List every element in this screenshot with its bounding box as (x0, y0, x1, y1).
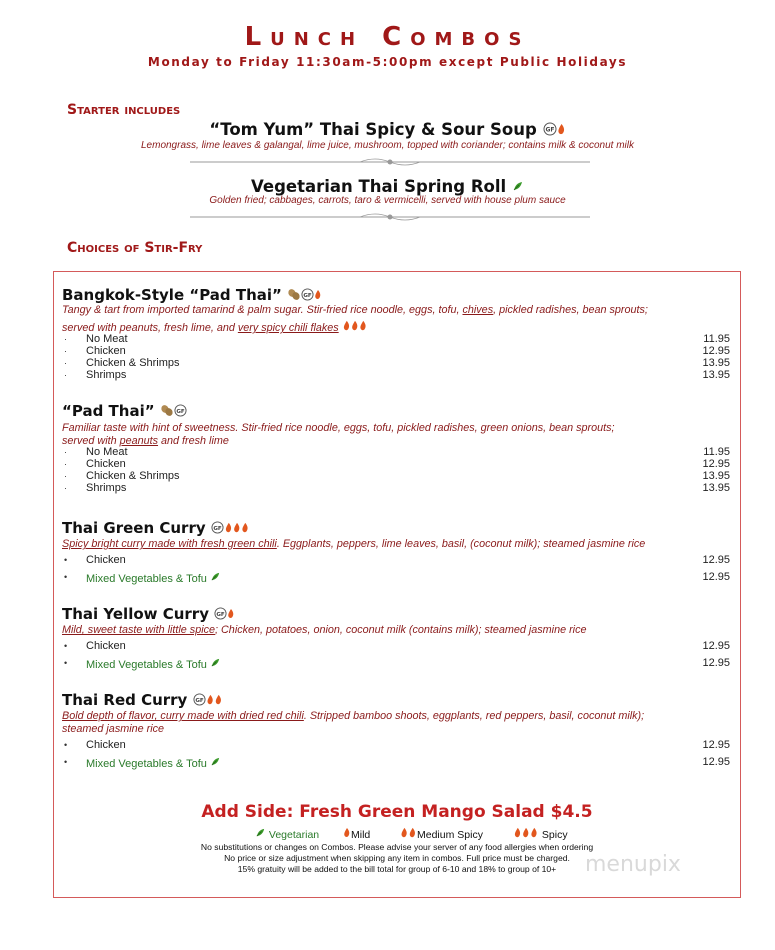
dish-desc: served with peanuts and fresh lime (62, 435, 229, 447)
chili-icon (557, 120, 566, 139)
dish-desc: Familiar taste with hint of sweetness. Stir-fried rice noodle, eggs, tofu, pickled radishes, green onions, bean sprouts; (62, 422, 615, 434)
starter-heading: Starter includes (67, 102, 181, 118)
option-price: 12.95 (702, 554, 730, 566)
option-price: 13.95 (702, 470, 730, 482)
dish-desc: Spicy bright curry made with fresh green chili. Eggplants, peppers, lime leaves, basil, (coconut milk); steamed jasmine rice (62, 538, 646, 550)
option-label: Chicken (86, 640, 126, 652)
chili-icon (227, 605, 235, 623)
option-price: 11.95 (703, 333, 730, 345)
dish-desc: steamed jasmine rice (62, 723, 165, 735)
chili-icon (342, 322, 368, 334)
option-price: 12.95 (702, 657, 730, 669)
stirfry-heading: Choices of Stir-Fry (67, 240, 203, 256)
gf-label: GF (216, 611, 225, 618)
chili-icon (206, 691, 223, 709)
note-line: No price or size adjustment when skipping any item in combos. Full price must be charged. (224, 853, 570, 863)
dish-pad-thai (62, 402, 187, 420)
vegetarian-icon (210, 573, 221, 585)
dish-desc: Tangy & tart from imported tamarind & palm sugar. Stir-fried rice noodle, eggs, tofu, chives, pickled radishes, bean sprouts; (62, 304, 648, 316)
dish-red-curry (62, 691, 223, 709)
page-title: Lunch Combos (244, 22, 531, 52)
chili-icon (343, 829, 351, 841)
option-price: 12.95 (702, 345, 730, 357)
option-price: 12.95 (702, 640, 730, 652)
peanut-icon (160, 402, 174, 420)
option-label: Chicken (86, 554, 126, 566)
option-label: Mixed Vegetables & Tofu (86, 571, 221, 585)
gf-label: GF (176, 408, 185, 415)
dish-desc: Bold depth of flavor, curry made with dried red chili. Stripped bamboo shoots, eggplants, red peppers, basil, coconut milk); (62, 710, 645, 722)
option-price: 12.95 (702, 756, 730, 768)
option-label: No Meat (86, 333, 128, 345)
option-label: No Meat (86, 446, 128, 458)
dish-bangkok-pad-thai (62, 286, 322, 304)
chili-icon (224, 519, 250, 537)
dish-yellow-curry (62, 605, 235, 623)
dish-desc: served with peanuts, fresh lime, and very spicy chili flakes (62, 320, 732, 335)
legend-mild: Mild (343, 827, 370, 841)
chili-icon (314, 286, 322, 304)
option-label: Chicken & Shrimps (86, 470, 180, 482)
dish-name: Thai Yellow Curry (62, 605, 209, 623)
option-price: 11.95 (703, 446, 730, 458)
chili-icon (513, 829, 539, 841)
gluten-free-icon (211, 519, 224, 537)
dish-desc: Mild, sweet taste with little spice; Chicken, potatoes, onion, coconut milk (contains milk); steamed jasmine rice (62, 624, 587, 636)
option-price: 13.95 (702, 369, 730, 381)
option-label: Shrimps (86, 369, 127, 381)
starter-item-spring-roll (0, 177, 775, 196)
ornamental-divider (190, 156, 590, 168)
legend (0, 827, 775, 841)
option-price: 12.95 (702, 739, 730, 751)
dish-name: Bangkok-Style “Pad Thai” (62, 286, 282, 304)
watermark: menupix (585, 852, 681, 877)
option-label: Mixed Vegetables & Tofu (86, 657, 221, 671)
gf-label: GF (545, 126, 555, 134)
option-price: 13.95 (702, 357, 730, 369)
gf-label: GF (194, 697, 204, 704)
option-label: Shrimps (86, 482, 127, 494)
chili-icon (400, 829, 417, 841)
note-line: 15% gratuity will be added to the bill total for group of 6-10 and 18% to group of 10+ (237, 864, 557, 874)
gf-label: GF (213, 525, 222, 532)
starter-desc: Golden fried; cabbages, carrots, taro & vermicelli, served with house plum sauce (209, 195, 566, 206)
dish-green-curry (62, 519, 250, 537)
vegetarian-icon (255, 829, 266, 841)
option-label: Chicken (86, 739, 126, 751)
option-price: 12.95 (702, 571, 730, 583)
option-label: Chicken (86, 345, 126, 357)
gluten-free-icon (301, 286, 314, 304)
starter-item-soup (0, 120, 775, 139)
starter-desc: Lemongrass, lime leaves & galangal, lime juice, mushroom, topped with coriander; contains milk & coconut milk (140, 140, 634, 151)
option-price: 13.95 (702, 482, 730, 494)
option-price: 12.95 (702, 458, 730, 470)
page-subtitle: Monday to Friday 11:30am-5:00pm except Public Holidays (147, 55, 628, 69)
legend-spicy: Spicy (513, 827, 568, 841)
ornamental-divider (190, 211, 590, 223)
gf-label: GF (303, 292, 312, 299)
starter-name: “Tom Yum” Thai Spicy & Sour Soup (209, 120, 537, 139)
vegetarian-icon (210, 659, 221, 671)
gluten-free-icon (543, 120, 557, 139)
option-label: Chicken (86, 458, 126, 470)
dish-name: Thai Green Curry (62, 519, 206, 537)
vegetarian-icon (210, 758, 221, 770)
dish-name: Thai Red Curry (62, 691, 188, 709)
gluten-free-icon (174, 402, 187, 420)
vegetarian-icon (512, 177, 524, 196)
option-label: Chicken & Shrimps (86, 357, 180, 369)
peanut-icon (287, 286, 301, 304)
gluten-free-icon (193, 691, 206, 709)
legend-medium: Medium Spicy (400, 827, 483, 841)
starter-name: Vegetarian Thai Spring Roll (251, 177, 507, 196)
gluten-free-icon (214, 605, 227, 623)
option-label: Mixed Vegetables & Tofu (86, 756, 221, 770)
add-side-label: Add Side: Fresh Green Mango Salad $4.5 (201, 802, 593, 822)
note-line: No substitutions or changes on Combos. Please advise your server of any food allergies when ordering (200, 842, 594, 852)
legend-vegetarian: Vegetarian (255, 827, 319, 841)
dish-name: “Pad Thai” (62, 402, 155, 420)
